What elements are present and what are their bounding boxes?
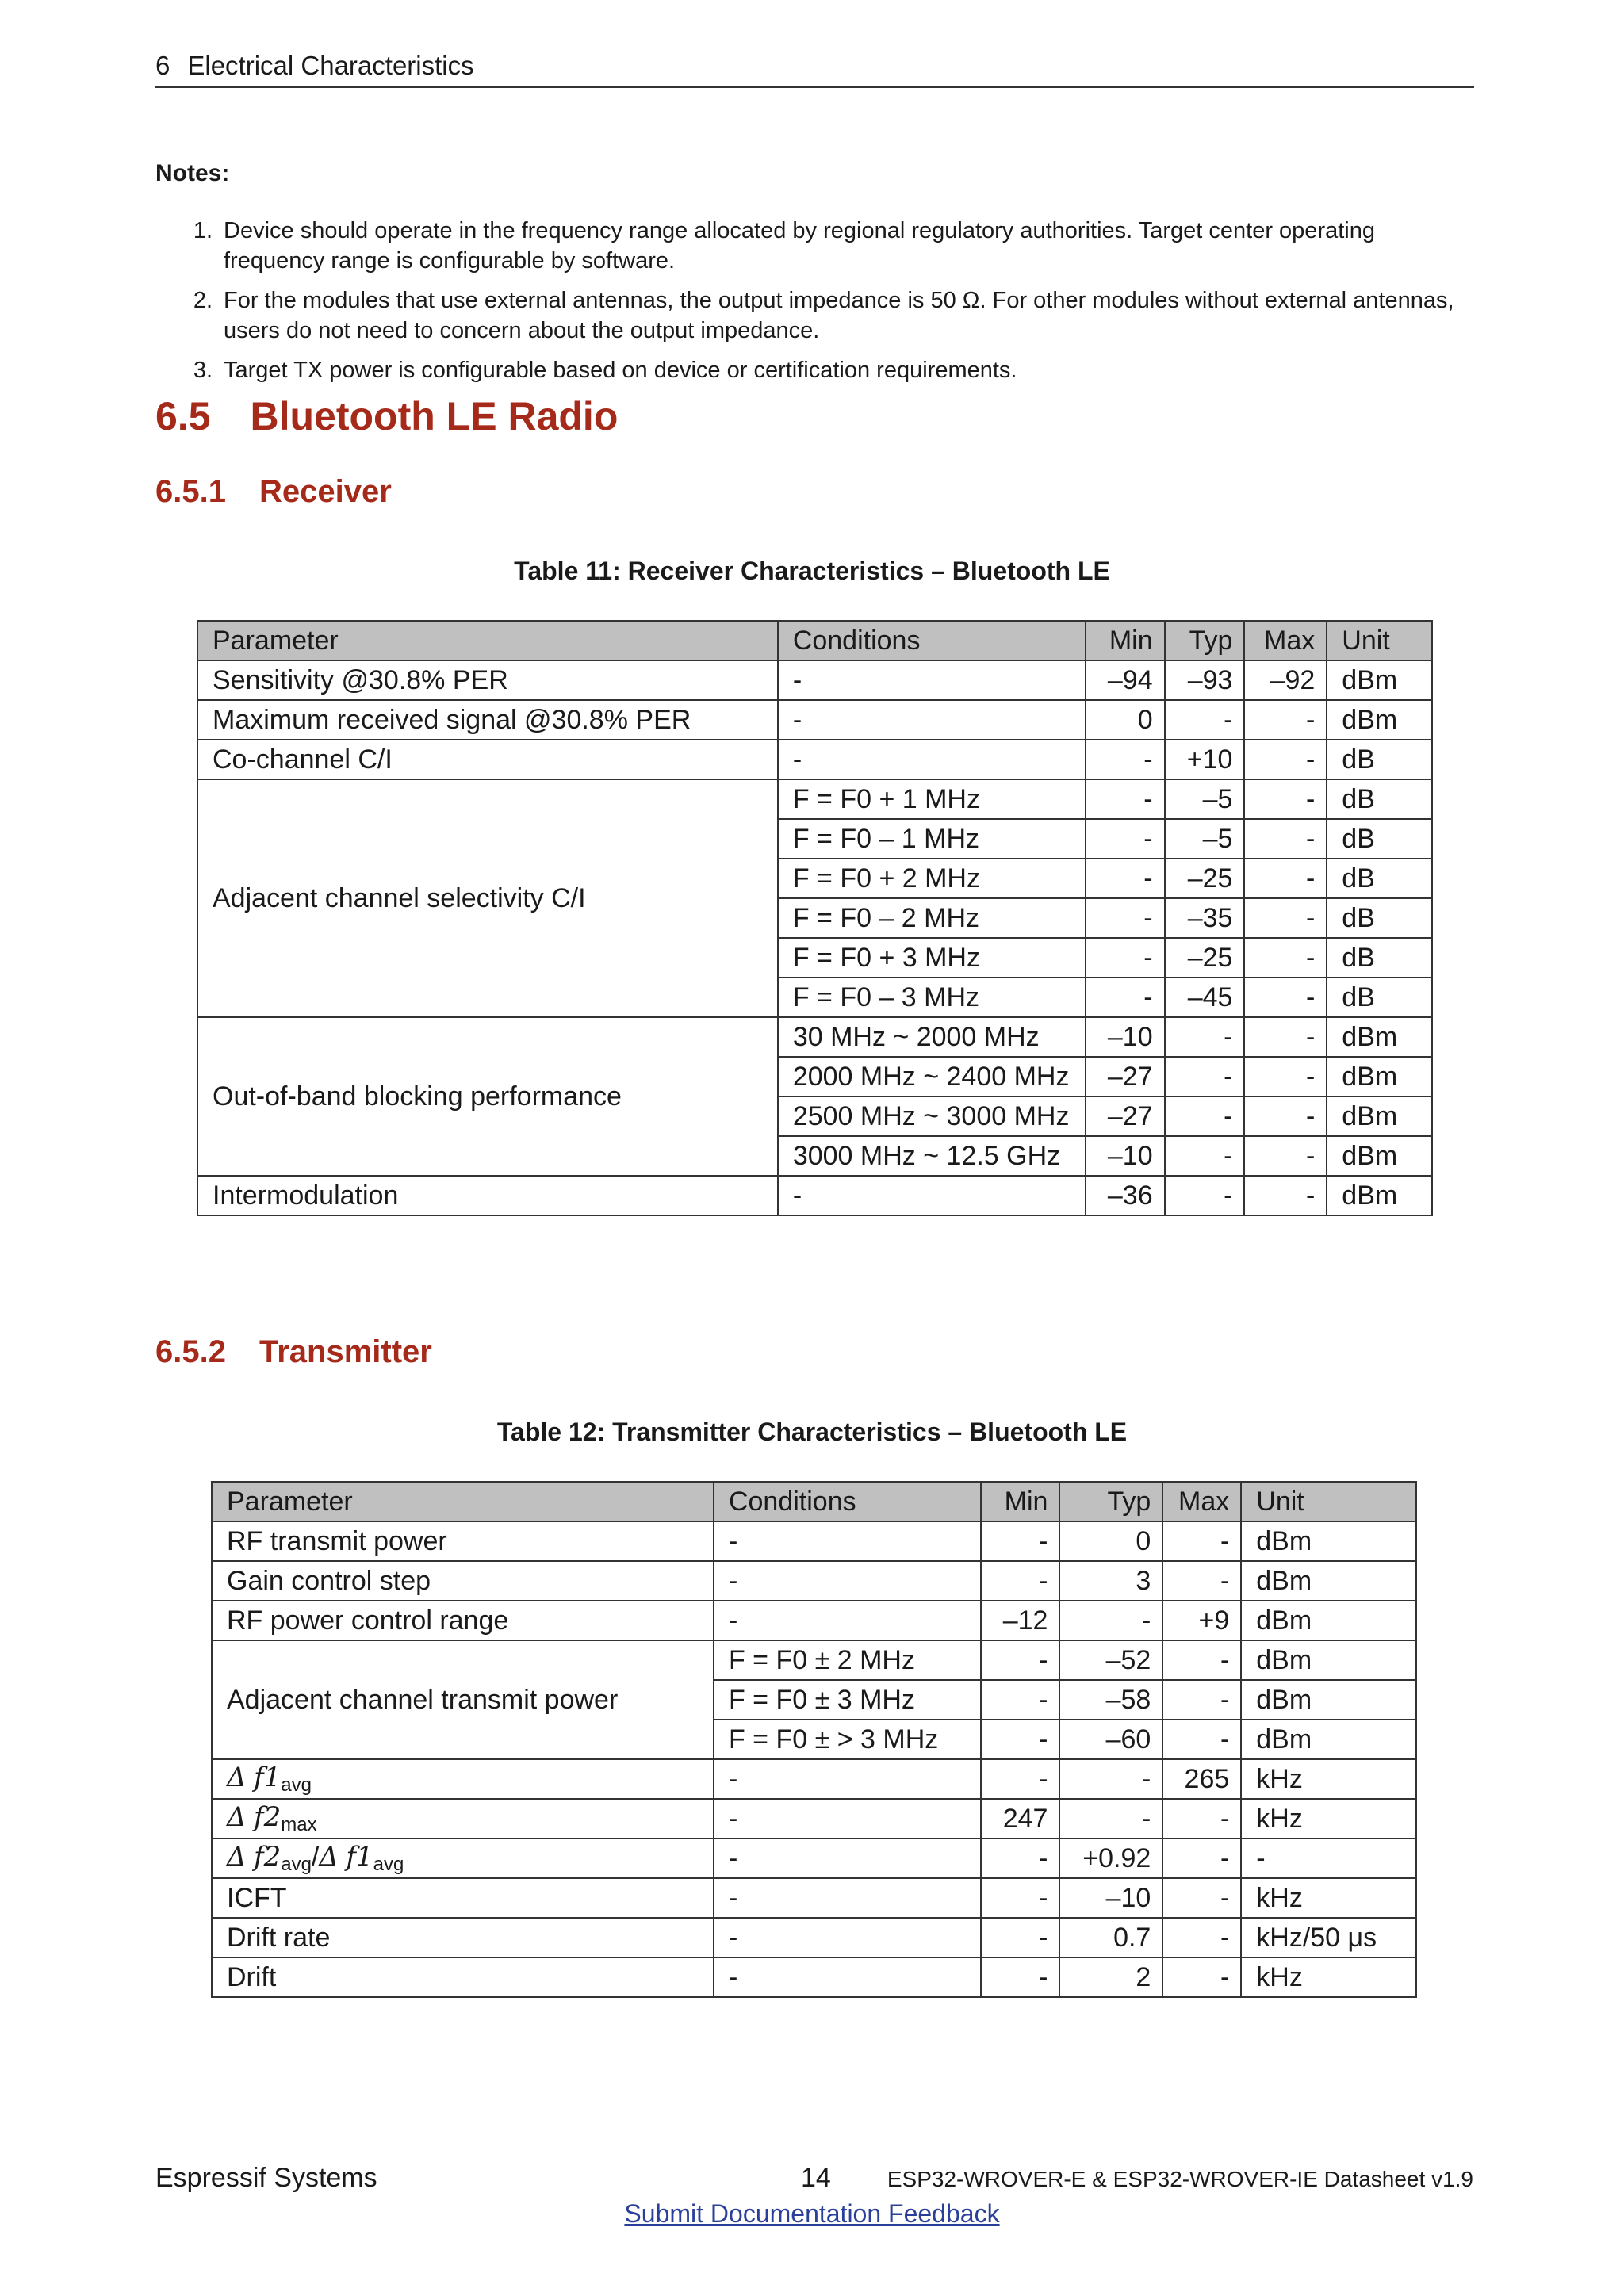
cell-max: -: [1162, 1957, 1241, 1997]
cell-unit: dBm: [1241, 1521, 1416, 1561]
cell-min: –12: [981, 1601, 1060, 1640]
cell-max: -: [1162, 1720, 1241, 1759]
f-symbol: f1: [254, 1762, 282, 1793]
cell-conditions: -: [714, 1561, 981, 1601]
footer-company: Espressif Systems: [155, 2163, 377, 2193]
subscript: avg: [281, 1854, 312, 1875]
cell-max: -: [1162, 1521, 1241, 1561]
delta-symbol: Δ: [227, 1801, 247, 1833]
header-rule: [155, 86, 1474, 88]
submit-feedback-link[interactable]: Submit Documentation Feedback: [624, 2199, 1000, 2228]
cell-conditions: -: [714, 1878, 981, 1918]
subscript: avg: [373, 1854, 404, 1875]
cell-typ: –25: [1165, 938, 1245, 978]
cell-min: -: [1086, 859, 1165, 898]
cell-unit: dBm: [1327, 1057, 1432, 1096]
cell-max: -: [1244, 978, 1327, 1017]
cell-typ: -: [1059, 1799, 1162, 1839]
notes-title: Notes:: [155, 160, 230, 186]
cell-unit: kHz: [1241, 1878, 1416, 1918]
cell-typ: –5: [1165, 819, 1245, 859]
note-item: [155, 285, 1456, 346]
f-symbol: f2: [254, 1841, 282, 1873]
section-title: Bluetooth LE Radio: [250, 394, 619, 438]
f-symbol: f1: [346, 1841, 373, 1873]
cell-typ: +10: [1165, 740, 1245, 779]
cell-parameter: Gain control step: [212, 1561, 714, 1601]
cell-max: -: [1244, 779, 1327, 819]
table-caption: Table 11: Receiver Characteristics – Bluetooth LE: [514, 557, 1110, 585]
cell-max: -: [1244, 1176, 1327, 1215]
cell-unit: dB: [1327, 779, 1432, 819]
cell-min: 247: [981, 1799, 1060, 1839]
cell-typ: -: [1165, 1176, 1245, 1215]
cell-typ: –45: [1165, 978, 1245, 1017]
cell-parameter: [212, 1759, 714, 1799]
subsection-number: 6.5.1: [155, 474, 226, 509]
cell-min: -: [1086, 819, 1165, 859]
cell-parameter: Drift rate: [212, 1918, 714, 1957]
cell-typ: –35: [1165, 898, 1245, 938]
cell-max: -: [1244, 740, 1327, 779]
cell-conditions: F = F0 – 3 MHz: [778, 978, 1086, 1017]
cell-unit: dB: [1327, 740, 1432, 779]
delta-symbol: Δ: [227, 1841, 247, 1873]
subsection-title: Transmitter: [259, 1334, 432, 1369]
cell-unit: -: [1241, 1839, 1416, 1878]
cell-min: -: [981, 1957, 1060, 1997]
subsection-number: 6.5.2: [155, 1334, 226, 1369]
table-row: [197, 660, 1432, 700]
table-row: [212, 1521, 1416, 1561]
cell-unit: dBm: [1327, 700, 1432, 740]
cell-typ: -: [1165, 1136, 1245, 1176]
cell-min: -: [1086, 740, 1165, 779]
col-header-typ: Typ: [1165, 621, 1245, 660]
cell-min: -: [1086, 779, 1165, 819]
delta-symbol: Δ: [319, 1841, 339, 1873]
col-header-min: Min: [1086, 621, 1165, 660]
cell-typ: -: [1165, 700, 1245, 740]
col-header-min: Min: [981, 1482, 1060, 1521]
cell-min: –10: [1086, 1136, 1165, 1176]
cell-conditions: 30 MHz ~ 2000 MHz: [778, 1017, 1086, 1057]
cell-unit: dB: [1327, 978, 1432, 1017]
cell-parameter: Adjacent channel transmit power: [212, 1640, 714, 1759]
cell-conditions: -: [714, 1759, 981, 1799]
cell-parameter: ICFT: [212, 1878, 714, 1918]
col-header-parameter: Parameter: [212, 1482, 714, 1521]
table-row: [197, 1176, 1432, 1215]
cell-conditions: 2500 MHz ~ 3000 MHz: [778, 1096, 1086, 1136]
note-number: 1.: [193, 218, 213, 243]
cell-typ: 0: [1059, 1521, 1162, 1561]
cell-unit: dB: [1327, 859, 1432, 898]
cell-unit: kHz: [1241, 1799, 1416, 1839]
delta-symbol: Δ: [227, 1762, 247, 1793]
notes-list: [155, 216, 1456, 395]
cell-conditions: -: [714, 1799, 981, 1839]
cell-typ: +0.92: [1059, 1839, 1162, 1878]
cell-max: -: [1244, 859, 1327, 898]
note-text: For the modules that use external antennas, the output impedance is 50 Ω. For other modules without external antennas, users do not need to concern about the output impedance.: [224, 288, 1454, 343]
table-row: [197, 700, 1432, 740]
cell-conditions: -: [714, 1957, 981, 1997]
table-row: [212, 1799, 1416, 1839]
cell-conditions: 3000 MHz ~ 12.5 GHz: [778, 1136, 1086, 1176]
cell-min: -: [981, 1640, 1060, 1680]
cell-parameter: [212, 1839, 714, 1878]
cell-max: -: [1244, 1057, 1327, 1096]
cell-conditions: -: [778, 700, 1086, 740]
f-symbol: f2: [254, 1801, 282, 1833]
table-row: [212, 1839, 1416, 1878]
cell-min: –10: [1086, 1017, 1165, 1057]
table-row: [212, 1759, 1416, 1799]
note-item: [155, 355, 1456, 385]
cell-unit: dBm: [1241, 1640, 1416, 1680]
note-text: Target TX power is configurable based on device or certification requirements.: [224, 358, 1017, 383]
table-row: [212, 1640, 1416, 1680]
col-header-conditions: Conditions: [778, 621, 1086, 660]
cell-max: +9: [1162, 1601, 1241, 1640]
subscript: avg: [281, 1774, 312, 1796]
cell-max: -: [1244, 938, 1327, 978]
cell-min: -: [981, 1839, 1060, 1878]
cell-unit: dBm: [1327, 1176, 1432, 1215]
cell-min: –94: [1086, 660, 1165, 700]
cell-unit: dBm: [1241, 1680, 1416, 1720]
cell-min: –36: [1086, 1176, 1165, 1215]
table-row: [212, 1918, 1416, 1957]
cell-max: -: [1162, 1561, 1241, 1601]
cell-conditions: -: [778, 1176, 1086, 1215]
cell-conditions: -: [714, 1521, 981, 1561]
cell-max: -: [1244, 700, 1327, 740]
cell-parameter: RF power control range: [212, 1601, 714, 1640]
cell-min: –27: [1086, 1096, 1165, 1136]
cell-max: -: [1244, 819, 1327, 859]
cell-typ: –58: [1059, 1680, 1162, 1720]
cell-typ: 2: [1059, 1957, 1162, 1997]
cell-typ: –93: [1165, 660, 1245, 700]
receiver-table: [197, 620, 1433, 1216]
table-row: [212, 1561, 1416, 1601]
cell-parameter: RF transmit power: [212, 1521, 714, 1561]
cell-unit: kHz: [1241, 1759, 1416, 1799]
transmitter-table: [211, 1481, 1417, 1998]
section-number: 6.5: [155, 394, 211, 438]
cell-min: -: [981, 1878, 1060, 1918]
table-header-row: [197, 621, 1432, 660]
cell-unit: kHz: [1241, 1957, 1416, 1997]
col-header-unit: Unit: [1327, 621, 1432, 660]
cell-typ: 0.7: [1059, 1918, 1162, 1957]
note-text: Device should operate in the frequency range allocated by regional regulatory authorities. Target center operating frequency range is configurable by software.: [224, 218, 1375, 274]
col-header-conditions: Conditions: [714, 1482, 981, 1521]
header-section-title: Electrical Characteristics: [187, 51, 474, 80]
cell-min: 0: [1086, 700, 1165, 740]
cell-max: -: [1244, 1136, 1327, 1176]
running-header: [155, 51, 474, 81]
cell-min: -: [1086, 938, 1165, 978]
cell-unit: dBm: [1327, 1096, 1432, 1136]
cell-min: -: [981, 1561, 1060, 1601]
table-caption: Table 12: Transmitter Characteristics – Bluetooth LE: [496, 1418, 1128, 1446]
cell-conditions: -: [778, 660, 1086, 700]
col-header-parameter: Parameter: [197, 621, 778, 660]
cell-max: -: [1162, 1680, 1241, 1720]
cell-parameter: Maximum received signal @30.8% PER: [197, 700, 778, 740]
cell-max: -: [1244, 898, 1327, 938]
cell-parameter: Intermodulation: [197, 1176, 778, 1215]
cell-min: -: [981, 1918, 1060, 1957]
cell-min: -: [981, 1759, 1060, 1799]
cell-conditions: -: [714, 1918, 981, 1957]
cell-unit: dBm: [1327, 1136, 1432, 1176]
cell-max: -: [1162, 1799, 1241, 1839]
cell-typ: –10: [1059, 1878, 1162, 1918]
cell-conditions: -: [778, 740, 1086, 779]
col-header-max: Max: [1244, 621, 1327, 660]
table-row: [212, 1601, 1416, 1640]
cell-min: -: [981, 1720, 1060, 1759]
cell-max: -: [1244, 1096, 1327, 1136]
cell-typ: 3: [1059, 1561, 1162, 1601]
cell-typ: –5: [1165, 779, 1245, 819]
subsection-heading-transmitter: [155, 1334, 432, 1370]
slash: /: [311, 1842, 320, 1872]
header-section-number: 6: [155, 51, 170, 80]
cell-conditions: 2000 MHz ~ 2400 MHz: [778, 1057, 1086, 1096]
note-number: 2.: [193, 288, 213, 313]
cell-typ: –60: [1059, 1720, 1162, 1759]
cell-conditions: F = F0 ± > 3 MHz: [714, 1720, 981, 1759]
table-row: [212, 1957, 1416, 1997]
cell-typ: –52: [1059, 1640, 1162, 1680]
cell-max: -: [1162, 1878, 1241, 1918]
cell-max: -: [1244, 1017, 1327, 1057]
cell-max: 265: [1162, 1759, 1241, 1799]
table-row: [197, 1017, 1432, 1057]
cell-conditions: F = F0 – 1 MHz: [778, 819, 1086, 859]
cell-conditions: F = F0 + 3 MHz: [778, 938, 1086, 978]
subscript: max: [281, 1814, 317, 1835]
col-header-max: Max: [1162, 1482, 1241, 1521]
cell-typ: -: [1165, 1017, 1245, 1057]
cell-unit: dB: [1327, 898, 1432, 938]
cell-parameter: Adjacent channel selectivity C/I: [197, 779, 778, 1017]
cell-parameter: Out-of-band blocking performance: [197, 1017, 778, 1176]
cell-conditions: -: [714, 1839, 981, 1878]
cell-unit: dB: [1327, 819, 1432, 859]
cell-max: –92: [1244, 660, 1327, 700]
cell-unit: dB: [1327, 938, 1432, 978]
table-row: [197, 779, 1432, 819]
cell-max: -: [1162, 1918, 1241, 1957]
cell-min: -: [981, 1521, 1060, 1561]
cell-unit: dBm: [1241, 1601, 1416, 1640]
cell-typ: -: [1059, 1759, 1162, 1799]
cell-max: -: [1162, 1839, 1241, 1878]
cell-max: -: [1162, 1640, 1241, 1680]
cell-min: -: [981, 1680, 1060, 1720]
cell-parameter: Drift: [212, 1957, 714, 1997]
cell-unit: dBm: [1241, 1720, 1416, 1759]
cell-unit: dBm: [1327, 1017, 1432, 1057]
note-item: [155, 216, 1456, 276]
cell-unit: kHz/50 μs: [1241, 1918, 1416, 1957]
section-heading: [155, 393, 618, 439]
subsection-title: Receiver: [259, 474, 392, 509]
cell-conditions: F = F0 – 2 MHz: [778, 898, 1086, 938]
cell-min: -: [1086, 978, 1165, 1017]
note-number: 3.: [193, 358, 213, 383]
col-header-unit: Unit: [1241, 1482, 1416, 1521]
table-header-row: [212, 1482, 1416, 1521]
cell-conditions: F = F0 ± 3 MHz: [714, 1680, 981, 1720]
cell-min: -: [1086, 898, 1165, 938]
cell-unit: dBm: [1241, 1561, 1416, 1601]
table-row: [197, 740, 1432, 779]
cell-typ: –25: [1165, 859, 1245, 898]
col-header-typ: Typ: [1059, 1482, 1162, 1521]
cell-unit: dBm: [1327, 660, 1432, 700]
cell-typ: -: [1165, 1057, 1245, 1096]
cell-parameter: [212, 1799, 714, 1839]
cell-conditions: F = F0 + 2 MHz: [778, 859, 1086, 898]
cell-parameter: Co-channel C/I: [197, 740, 778, 779]
cell-min: –27: [1086, 1057, 1165, 1096]
cell-conditions: -: [714, 1601, 981, 1640]
cell-typ: -: [1059, 1601, 1162, 1640]
subsection-heading-receiver: [155, 474, 392, 510]
cell-typ: -: [1165, 1096, 1245, 1136]
cell-conditions: F = F0 + 1 MHz: [778, 779, 1086, 819]
cell-parameter: Sensitivity @30.8% PER: [197, 660, 778, 700]
footer-document-title: ESP32-WROVER-E & ESP32-WROVER-IE Datasheet v1.9: [887, 2167, 1473, 2191]
table-row: [212, 1878, 1416, 1918]
cell-conditions: F = F0 ± 2 MHz: [714, 1640, 981, 1680]
page-number: 14: [801, 2163, 831, 2193]
